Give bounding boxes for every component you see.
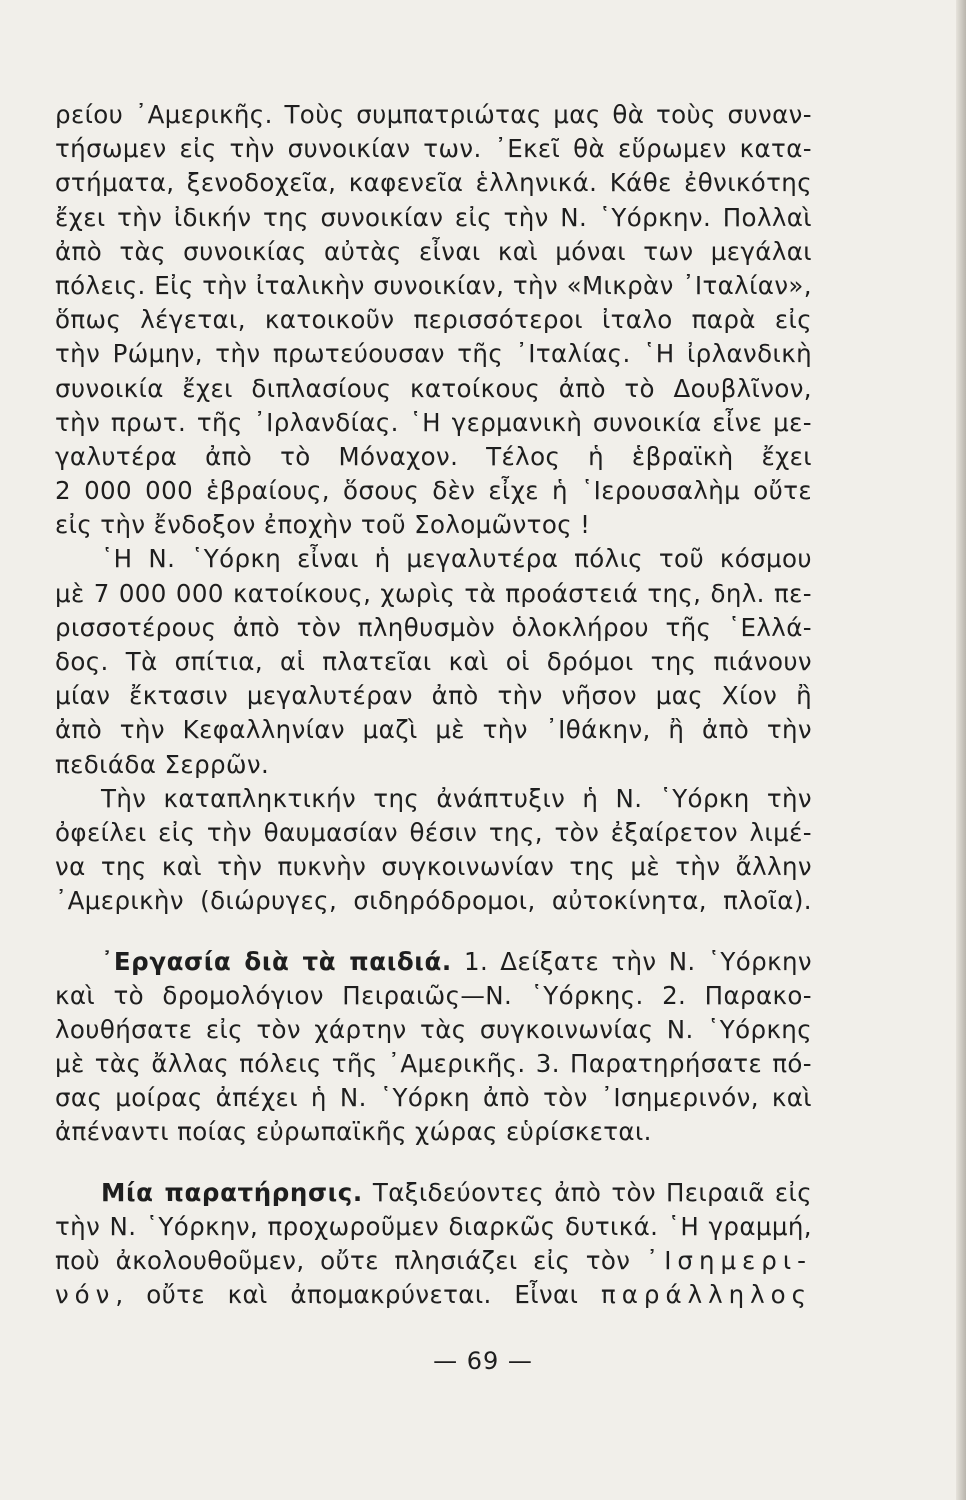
observation-line-4-text: , οὔτε καὶ ἀπομακρύνεται. Εἶναι [115,1280,579,1310]
text-line-1: ρείου ᾿Αμερικῆς. Τοὺς συμπατριώτας μας θὰ τοὺς συναν- [55,100,812,129]
observation-first-line-text: Ταξιδεύοντες ἀπὸ τὸν Πειραιᾶ εἰς [372,1177,812,1207]
exercise-first-line [55,945,812,979]
text-line-3: στήματα, ξενοδοχεῖα, καφενεῖα ἑλληνικά. Κάθε ἐθνικότης [55,168,812,198]
text-line-13: εἰς τὴν ἔνδοξον ἐποχὴν τοῦ Σολομῶντος ! [55,510,591,540]
text-line-14: ῾Η Ν. ῾Υόρκη εἶναι ἡ μεγαλυτέρα πόλις τοῦ κόσμου [101,544,812,574]
observation-line-4 [55,1278,812,1312]
text-line-19: ἀπὸ τὴν Κεφαλληνίαν μαζὶ μὲ τὴν ᾿Ιθάκην, ἢ ἀπὸ τὴν [55,715,812,745]
text-line-18: μίαν ἔκτασιν μεγαλυτέραν ἀπὸ τὴν νῆσον μας Χίον ἢ [55,681,812,711]
page-text [55,98,812,1312]
exercise-line-4: μὲ τὰς ἄλλας πόλεις τῆς ᾿Αμερικῆς. 3. Παρατηρήσατε πό- [55,1049,812,1079]
spaced-word-equator: ᾿Ισημερι- [645,1246,812,1275]
text-line-6: πόλεις. Εἰς τὴν ἰταλικὴν συνοικίαν, τὴν «Μικρὰν ᾿Ιταλίαν», [55,270,812,300]
exercise-line-3: λουθήσατε εἰς τὸν χάρτην τὰς συγκοινωνίας Ν. ῾Υόρκης [55,1014,812,1044]
observation-line-3-text: ποὺ ἀκολουθοῦμεν, οὔτε πλησιάζει εἰς τὸν [55,1246,631,1275]
text-line-7: ὅπως λέγεται, κατοικοῦν περισσότεροι ἰταλο παρὰ εἰς [55,305,812,335]
paragraph-gap [55,1150,812,1176]
page-number: — 69 — [433,1347,533,1375]
exercise-first-line-text: 1. Δείξατε τὴν Ν. ῾Υόρκην [463,946,812,976]
spaced-word-equator-end: νόν [55,1280,116,1310]
exercise-line-6: ἀπέναντι ποίας εὐρωπαϊκῆς χώρας εὑρίσκεται. [55,1117,652,1147]
text-line-4: ἔχει τὴν ἰδικήν της συνοικίαν εἰς τὴν Ν. ῾Υόρκην. Πολλαὶ [55,202,812,232]
page-edge [956,0,966,1500]
text-line-22: ὀφείλει εἰς τὴν θαυμασίαν θέσιν της, τὸν ἐξαίρετον λιμέ- [55,817,812,847]
text-line-8: τὴν Ρώμην, τὴν πρωτεύουσαν τῆς ᾿Ιταλίας. ῾Η ἰρλανδικὴ [55,339,812,369]
text-line-12: 2 000 000 ἑβραίους, ὅσους δὲν εἶχε ἡ ῾Ιερουσαλὴμ οὔτε [55,476,812,506]
text-line-2: τήσωμεν εἰς τὴν συνοικίαν των. ᾿Εκεῖ θὰ εὕρωμεν κατα- [55,134,812,164]
text-line-20: πεδιάδα Σερρῶν. [55,749,270,779]
text-line-5: ἀπὸ τὰς συνοικίας αὐτὰς εἶναι καὶ μόναι των μεγάλαι [55,236,812,266]
exercise-line-2: καὶ τὸ δρομολόγιον Πειραιῶς—Ν. ῾Υόρκης. 2. Παρακο- [55,980,812,1010]
text-line-9: συνοικία ἔχει διπλασίους κατοίκους ἀπὸ τὸ Δουβλῖνον, [55,373,812,403]
observation-first-line [55,1176,812,1210]
paragraph-gap [55,919,812,945]
text-line-16: ρισσοτέρους ἀπὸ τὸν πληθυσμὸν ὁλοκλήρου τῆς ῾Ελλά- [55,612,812,642]
exercise-heading: ᾿Εργασία διὰ τὰ παιδιά. [101,946,452,976]
text-line-15: μὲ 7 000 000 κατοίκους, χωρὶς τὰ προάστειά της, δηλ. πε- [55,578,812,608]
text-line-23: να της καὶ τὴν πυκνὴν συγκοινωνίαν της μὲ τὴν ἄλλην [55,852,812,882]
text-line-21: Τὴν καταπληκτικήν της ἀνάπτυξιν ἡ Ν. ῾Υόρκη τὴν [101,783,812,813]
exercise-line-5: σας μοίρας ἀπέχει ἡ Ν. ῾Υόρκη ἀπὸ τὸν ᾿Ισημερινόν, καὶ [55,1083,812,1113]
observation-line-2: τὴν Ν. ῾Υόρκην, προχωροῦμεν διαρκῶς δυτικά. ῾Η γραμμή, [55,1211,812,1241]
spaced-word-parallel: παράλληλος [601,1280,812,1310]
observation-line-3 [55,1244,812,1278]
observation-heading: Μία παρατήρησις. [101,1177,363,1207]
text-line-11: γαλυτέρα ἀπὸ τὸ Μόναχον. Τέλος ἡ ἑβραϊκὴ ἔχει [55,441,812,471]
text-line-10: τὴν πρωτ. τῆς ᾿Ιρλανδίας. ῾Η γερμανικὴ συνοικία εἶνε με- [55,407,812,437]
text-line-17: δος. Τὰ σπίτια, αἱ πλατεῖαι καὶ οἱ δρόμοι της πιάνουν [55,647,812,676]
text-line-24: ᾿Αμερικὴν (διώρυγες, σιδηρόδρομοι, αὐτοκίνητα, πλοῖα). [55,886,812,916]
